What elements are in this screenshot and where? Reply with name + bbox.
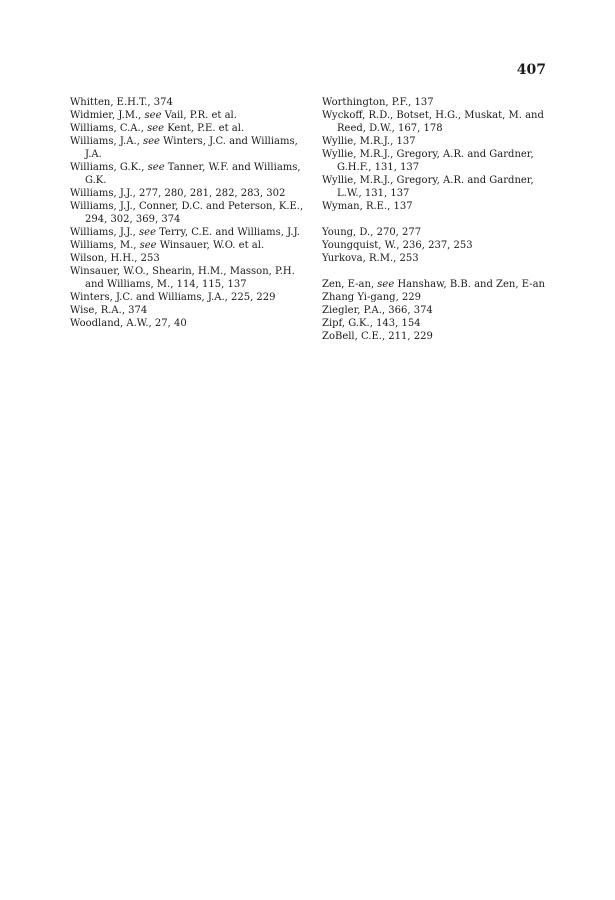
index-entry	[322, 330, 554, 343]
entry-text: Youngquist, W., 236, 237, 253	[322, 240, 473, 251]
index-entry	[322, 239, 554, 252]
entry-text: Wilson, H.H., 253	[70, 253, 160, 264]
entry-text: Winsauer, W.O. et al.	[156, 240, 265, 251]
entry-text: Terry, C.E. and Williams, J.J.	[155, 227, 300, 238]
entry-text: Wyllie, M.R.J., 137	[322, 136, 416, 147]
see-reference: see	[139, 227, 156, 238]
index-entry	[322, 226, 554, 239]
index-entry	[322, 317, 554, 330]
index-entry	[70, 226, 310, 239]
index-entry	[322, 291, 554, 304]
index-entry	[322, 96, 554, 109]
index-entry	[322, 252, 554, 265]
see-reference: see	[147, 162, 165, 173]
index-entry	[70, 122, 310, 135]
entry-text: Tanner, W.F. and Williams, G.K.	[85, 162, 301, 186]
entry-text: Williams, C.A.,	[70, 123, 148, 134]
entry-text: Winsauer, W.O., Shearin, H.M., Masson, P.H. and Williams, M., 114, 115, 137	[70, 266, 295, 290]
see-reference: see	[144, 110, 162, 121]
entry-text: Kent, P.E. et al.	[164, 123, 245, 134]
index-entry	[322, 135, 554, 148]
index-entry	[70, 252, 310, 265]
entry-text: Vail, P.R. et al.	[161, 110, 237, 121]
entry-text: Winters, J.C. and Williams, J.A.	[85, 136, 298, 160]
entry-text: Zipf, G.K., 143, 154	[322, 318, 421, 329]
entry-text: Williams, J.J., Conner, D.C. and Peterson, K.E., 294, 302, 369, 374	[70, 201, 304, 225]
entry-text: Wyckoff, R.D., Botset, H.G., Muskat, M. and Reed, D.W., 167, 178	[322, 110, 544, 134]
see-reference: see	[377, 279, 395, 290]
index-entry	[322, 304, 554, 317]
index-column-left	[70, 96, 310, 330]
see-reference: see	[139, 240, 157, 251]
entry-text: Williams, J.J.,	[70, 227, 140, 238]
entry-text: Widmier, J.M.,	[70, 110, 145, 121]
index-entry	[70, 239, 310, 252]
index-entry	[70, 187, 310, 200]
index-entry	[322, 278, 554, 291]
entry-text: Williams, M.,	[70, 240, 140, 251]
index-entry	[322, 109, 554, 135]
entry-text: Wise, R.A., 374	[70, 305, 148, 316]
index-entry	[70, 291, 310, 304]
entry-text: Zhang Yi-gang, 229	[322, 292, 422, 303]
entry-text: Wyllie, M.R.J., Gregory, A.R. and Gardner, L.W., 131, 137	[322, 175, 534, 199]
see-reference: see	[143, 136, 160, 147]
entry-text: Williams, G.K.,	[70, 162, 148, 173]
entry-text: Wyman, R.E., 137	[322, 201, 413, 212]
see-reference: see	[147, 123, 165, 134]
index-entry	[70, 96, 310, 109]
index-entry	[70, 265, 310, 291]
index-entry	[70, 317, 310, 330]
entry-text: Worthington, P.F., 137	[322, 97, 434, 108]
entry-text: Woodland, A.W., 27, 40	[70, 318, 187, 329]
entry-text: Yurkova, R.M., 253	[322, 253, 419, 264]
index-entry	[70, 200, 310, 226]
entry-text: Young, D., 270, 277	[322, 227, 422, 238]
entry-text: Whitten, E.H.T., 374	[70, 97, 173, 108]
entry-text: Ziegler, P.A., 366, 374	[322, 305, 433, 316]
index-entry	[322, 174, 554, 200]
index-entry	[322, 200, 554, 213]
entry-text: Winters, J.C. and Williams, J.A., 225, 229	[70, 292, 276, 303]
index-entry	[70, 304, 310, 317]
entry-text: Williams, J.A.,	[70, 136, 143, 147]
index-entry	[322, 148, 554, 174]
entry-text: ZoBell, C.E., 211, 229	[322, 331, 433, 342]
entry-text: Wyllie, M.R.J., Gregory, A.R. and Gardner, G.H.F., 131, 137	[322, 149, 534, 173]
index-entry	[70, 161, 310, 187]
entry-text: Williams, J.J., 277, 280, 281, 282, 283, 302	[70, 188, 286, 199]
entry-text: Hanshaw, B.B. and Zen, E-an	[394, 279, 545, 290]
index-entry	[70, 109, 310, 122]
index-column-right	[322, 96, 554, 343]
index-entry	[70, 135, 310, 161]
entry-text: Zen, E-an,	[322, 279, 378, 290]
page-number: 407	[516, 62, 546, 78]
